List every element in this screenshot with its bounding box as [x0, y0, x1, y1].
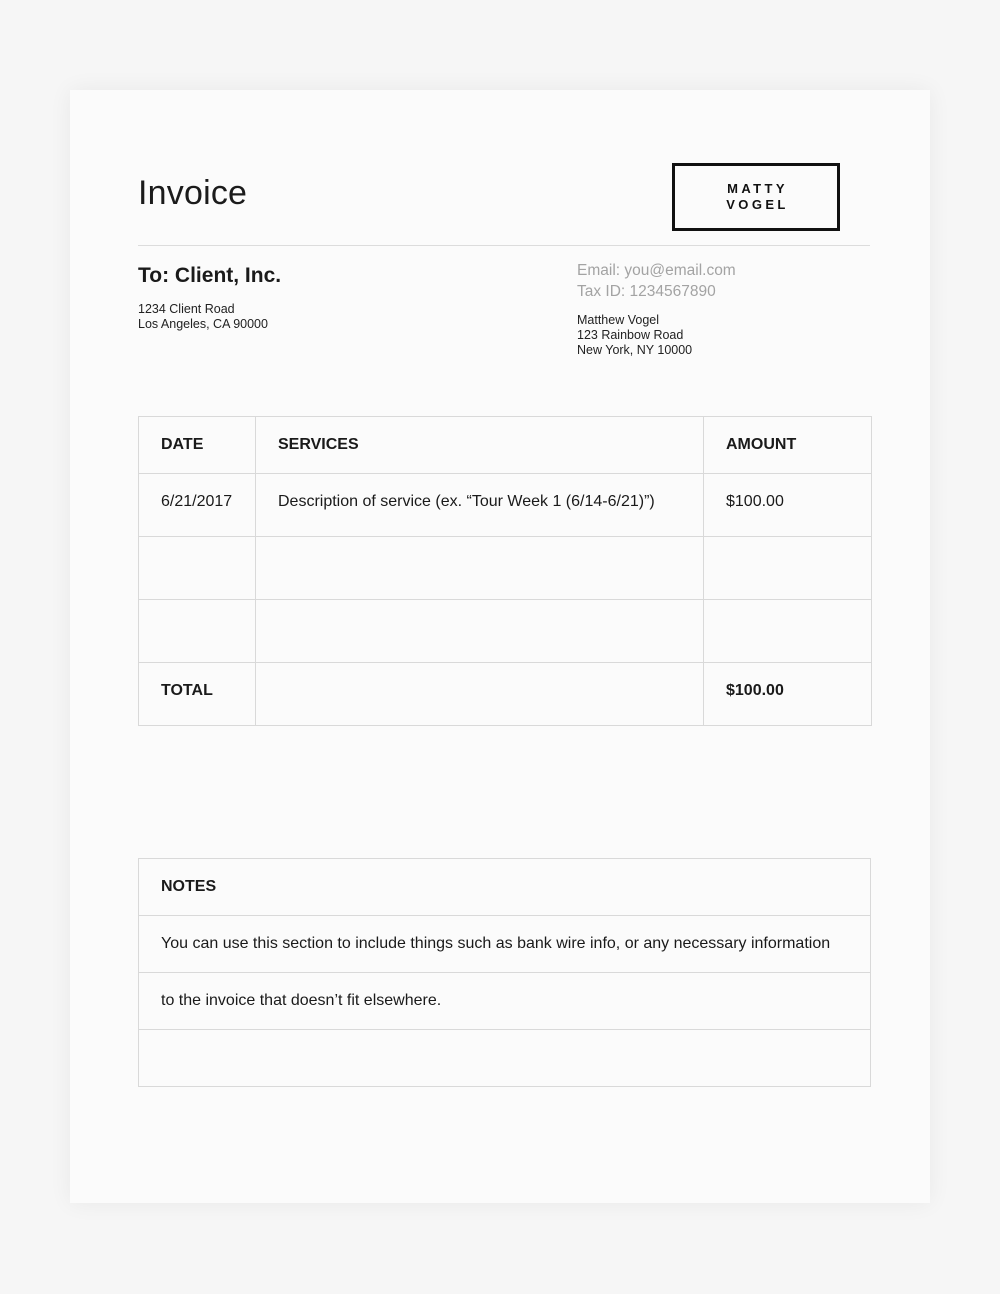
sender-address: [577, 313, 692, 358]
invoice-page: [70, 90, 930, 1203]
matty-vogel-logo: [672, 163, 840, 231]
logo-line-2: VOGEL: [726, 197, 789, 212]
table-row: [139, 600, 872, 663]
client-address-line: Los Angeles, CA 90000: [138, 317, 268, 331]
services-table: [138, 416, 872, 726]
column-header-amount: AMOUNT: [704, 417, 872, 474]
cell-date: [139, 600, 256, 663]
table-row: [139, 474, 872, 537]
sender-address-line: Matthew Vogel: [577, 313, 659, 327]
notes-line: to the invoice that doesn’t fit elsewhere.: [139, 973, 871, 1030]
sender-address-line: New York, NY 10000: [577, 343, 693, 357]
logo-line-1: MATTY: [727, 181, 788, 196]
notes-header-row: [139, 859, 871, 916]
sender-address-line: 123 Rainbow Road: [577, 328, 684, 342]
client-heading: To: Client, Inc.: [138, 264, 282, 287]
cell-date: 6/21/2017: [139, 474, 256, 537]
total-services: [256, 663, 704, 726]
total-label: TOTAL: [139, 663, 256, 726]
header-divider: [138, 245, 870, 246]
cell-amount: [704, 537, 872, 600]
notes-row: [139, 916, 871, 973]
notes-line: [139, 1030, 871, 1087]
sender-email: Email: you@email.com: [577, 262, 736, 279]
table-row: [139, 537, 872, 600]
total-amount: $100.00: [704, 663, 872, 726]
table-header-row: [139, 417, 872, 474]
sender-tax-id: Tax ID: 1234567890: [577, 283, 716, 300]
cell-date: [139, 537, 256, 600]
cell-amount: [704, 600, 872, 663]
notes-heading: NOTES: [139, 859, 871, 916]
cell-service: Description of service (ex. “Tour Week 1 (6/14-6/21)”): [256, 474, 704, 537]
notes-row: [139, 1030, 871, 1087]
sender-contact: [577, 260, 736, 302]
total-row: [139, 663, 872, 726]
column-header-services: SERVICES: [256, 417, 704, 474]
cell-service: [256, 600, 704, 663]
client-address: [138, 302, 268, 332]
invoice-title: Invoice: [138, 174, 248, 212]
cell-service: [256, 537, 704, 600]
notes-line: You can use this section to include things such as bank wire info, or any necessary information: [139, 916, 871, 973]
column-header-date: DATE: [139, 417, 256, 474]
client-address-line: 1234 Client Road: [138, 302, 235, 316]
cell-amount: $100.00: [704, 474, 872, 537]
notes-row: [139, 973, 871, 1030]
notes-table: [138, 858, 871, 1087]
